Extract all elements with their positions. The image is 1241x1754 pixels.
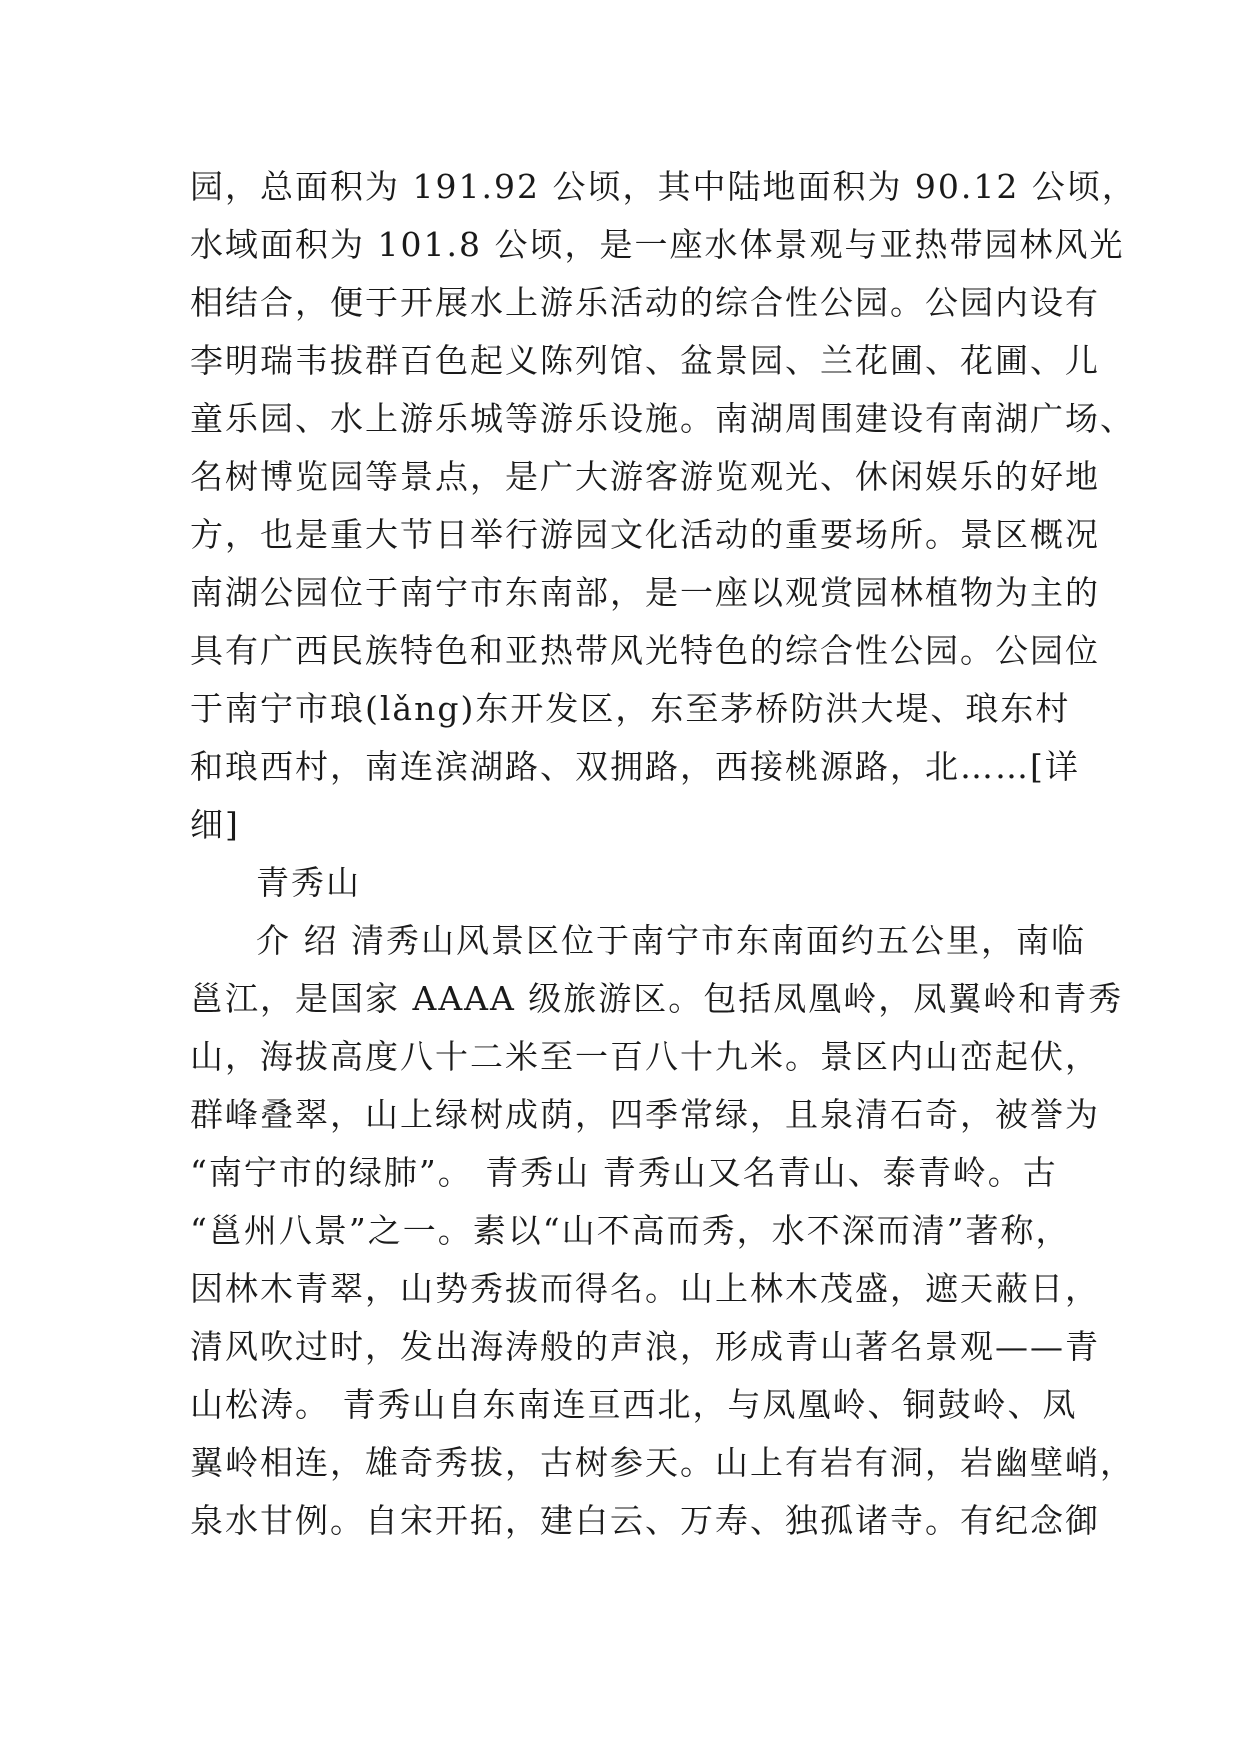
text-line: 方，也是重大节日举行游园文化活动的重要场所。景区概况 [190,515,1100,554]
section-heading: 青秀山 [256,863,361,902]
text-line: 山松涛。 青秀山自东南连亘西北，与凤凰岭、铜鼓岭、凤 [190,1385,1078,1424]
text-line: 因林木青翠，山势秀拔而得名。山上林木茂盛，遮天蔽日， [190,1269,1100,1308]
text-line: 山，海拔高度八十二米至一百八十九米。景区内山峦起伏， [190,1037,1100,1076]
text-line: 水域面积为 101.8 公顷，是一座水体景观与亚热带园林风光 [190,225,1125,264]
text-line: 细] [190,805,240,844]
text-line: 清风吹过时，发出海涛般的声浪，形成青山著名景观——青 [190,1327,1100,1366]
text-line: 群峰叠翠，山上绿树成荫，四季常绿，且泉清石奇，被誉为 [190,1095,1100,1134]
text-line: 李明瑞韦拔群百色起义陈列馆、盆景园、兰花圃、花圃、儿 [190,341,1100,380]
text-line: 园，总面积为 191.92 公顷，其中陆地面积为 90.12 公顷， [190,167,1137,206]
text-line: 介 绍 清秀山风景区位于南宁市东南面约五公里，南临 [256,921,1086,960]
text-line: 南湖公园位于南宁市东南部，是一座以观赏园林植物为主的 [190,573,1100,612]
text-line: “邕州八景”之一。素以“山不高而秀，水不深而清”著称， [190,1211,1071,1250]
text-line: 名树博览园等景点，是广大游客游览观光、休闲娱乐的好地 [190,457,1100,496]
document-body [190,158,1137,1550]
text-line: 于南宁市琅(lǎng)东开发区，东至茅桥防洪大堤、琅东村 [190,689,1071,728]
text-line: 童乐园、水上游乐城等游乐设施。南湖周围建设有南湖广场、 [190,399,1135,438]
text-line: “南宁市的绿肺”。 青秀山 青秀山又名青山、泰青岭。古 [190,1153,1058,1192]
text-line: 相结合，便于开展水上游乐活动的综合性公园。公园内设有 [190,283,1100,322]
text-line: 翼岭相连，雄奇秀拔，古树参天。山上有岩有洞，岩幽壁峭， [190,1443,1135,1482]
text-line: 邕江，是国家 AAAA 级旅游区。包括凤凰岭，凤翼岭和青秀 [190,979,1124,1018]
text-line: 具有广西民族特色和亚热带风光特色的综合性公园。公园位 [190,631,1100,670]
text-line: 和琅西村，南连滨湖路、双拥路，西接桃源路，北……[详 [190,747,1080,786]
text-line: 泉水甘例。自宋开拓，建白云、万寿、独孤诸寺。有纪念御 [190,1501,1100,1540]
